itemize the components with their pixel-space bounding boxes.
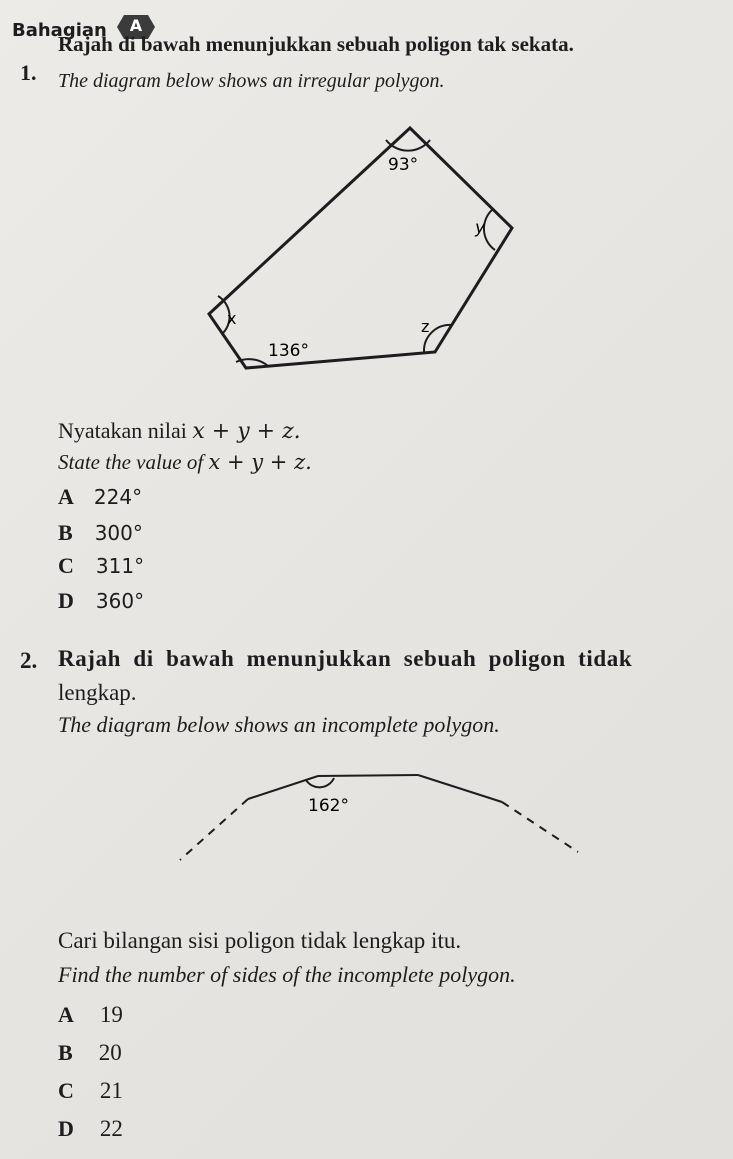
option-letter: B xyxy=(58,520,73,545)
question-2-prompt-malay: Cari bilangan sisi poligon tidak lengkap itu. xyxy=(58,928,462,953)
side-top xyxy=(318,775,418,776)
option-letter: B xyxy=(58,1040,73,1065)
question-2-option-b[interactable] xyxy=(58,1040,122,1066)
question-2-option-d[interactable] xyxy=(58,1116,123,1142)
option-letter: A xyxy=(58,1002,74,1027)
side-right-dashed xyxy=(502,802,578,852)
option-value: 19 xyxy=(99,1002,123,1027)
option-value: 300° xyxy=(94,521,143,545)
angle-label-bottom: 136° xyxy=(268,341,309,361)
interior-angle-label: 162° xyxy=(308,796,349,816)
question-2-prompt-english: Find the number of sides of the incomplete polygon. xyxy=(58,962,516,987)
question-2-option-a[interactable] xyxy=(58,1002,123,1028)
question-1-malay: Rajah di bawah menunjukkan sebuah poligon tak sekata. xyxy=(58,32,574,56)
question-1-prompt-english: State the value of x + y + z. xyxy=(58,450,312,474)
section-badge-letter: A xyxy=(129,16,143,35)
option-letter: D xyxy=(58,588,74,613)
option-letter: C xyxy=(58,553,74,578)
option-letter: A xyxy=(58,484,74,509)
question-1-polygon-diagram xyxy=(0,0,733,400)
question-2-incomplete-polygon-diagram xyxy=(0,740,733,890)
question-1-option-d[interactable] xyxy=(58,588,144,614)
side-right xyxy=(418,775,502,802)
angle-label-y: y xyxy=(475,218,486,238)
question-1-english: The diagram below shows an irregular polygon. xyxy=(58,70,445,92)
question-2-malay-line1: Rajah di bawah menunjukkan sebuah poligon tidak xyxy=(58,646,633,671)
option-letter: C xyxy=(58,1078,74,1103)
option-value: 311° xyxy=(95,554,145,578)
question-1-prompt-malay: Nyatakan nilai x + y + z. xyxy=(58,418,301,444)
option-letter: D xyxy=(58,1116,74,1141)
question-2-english: The diagram below shows an incomplete polygon. xyxy=(58,712,500,737)
question-1-number: 1. xyxy=(20,60,37,85)
option-value: 224° xyxy=(93,485,143,509)
angle-label-top: 93° xyxy=(388,155,419,175)
question-2-malay-line2: lengkap. xyxy=(58,680,137,705)
option-value: 22 xyxy=(99,1116,123,1141)
angle-arc-y xyxy=(484,209,495,250)
section-label: Bahagian xyxy=(12,20,107,41)
question-1-option-a[interactable] xyxy=(58,484,142,510)
angle-label-z: z xyxy=(421,317,430,336)
option-value: 21 xyxy=(99,1078,123,1103)
question-2-number: 2. xyxy=(20,648,38,673)
side-left-dashed xyxy=(180,799,248,860)
option-value: 20 xyxy=(98,1040,122,1065)
angle-label-x: x xyxy=(227,309,237,328)
question-1-option-c[interactable] xyxy=(58,553,144,579)
option-value: 360° xyxy=(95,589,145,613)
question-2-option-c[interactable] xyxy=(58,1078,123,1104)
question-1-option-b[interactable] xyxy=(58,520,143,546)
